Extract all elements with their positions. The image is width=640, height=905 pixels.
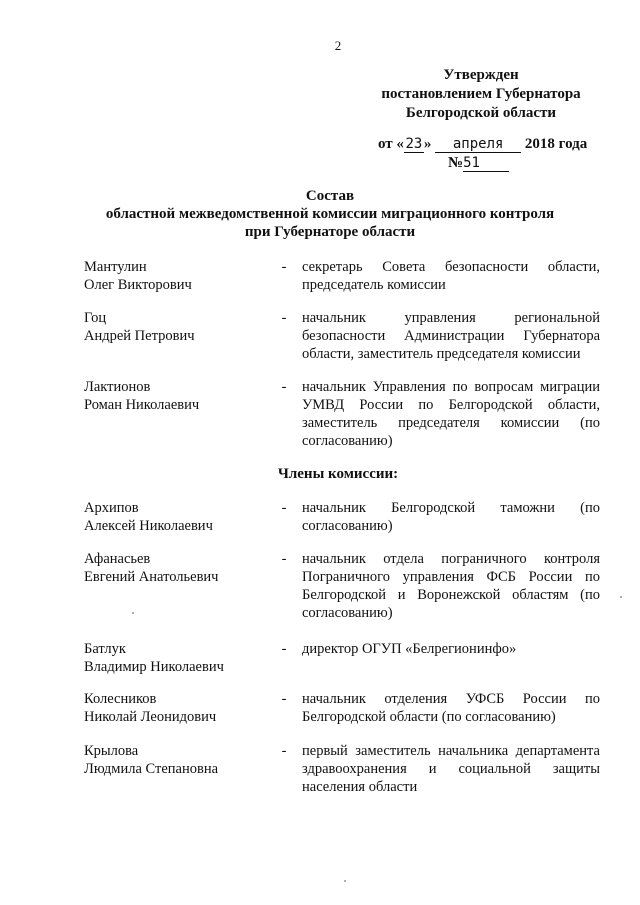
separator-dash: -	[281, 743, 287, 759]
member-role: начальник управления региональной безопасности Администрации Губернатора области, заместитель председателя комиссии	[302, 310, 600, 362]
number-value: 51	[463, 156, 509, 172]
member-role: начальник Белгородской таможни (по согласованию)	[302, 500, 600, 534]
member-role: секретарь Совета безопасности области, председатель комиссии	[302, 259, 600, 293]
member-name	[84, 640, 274, 676]
member-given-names: Людмила Степановна	[84, 761, 219, 777]
member-name	[84, 378, 274, 414]
member-given-names: Евгений Анатольевич	[84, 569, 219, 585]
separator-dash: -	[281, 379, 287, 395]
number-sign: №	[448, 155, 464, 171]
scan-speck	[344, 880, 346, 882]
title-line-3: при Губернаторе области	[244, 224, 416, 240]
separator-dash: -	[281, 551, 287, 567]
approval-stamp	[366, 66, 596, 123]
member-name	[84, 742, 274, 778]
member-given-names: Роман Николаевич	[84, 397, 200, 413]
date-prefix: от «	[378, 136, 404, 152]
title-line-2: областной межведомственной комиссии миграционного контроля	[105, 206, 555, 222]
date-month: апреля	[435, 137, 521, 153]
decree-date	[378, 136, 598, 153]
member-surname: Гоц	[84, 310, 107, 326]
decree-number	[448, 155, 509, 172]
member-role: директор ОГУП «Белрегионинфо»	[302, 641, 517, 657]
title-line-1: Состав	[305, 188, 355, 204]
separator-dash: -	[281, 310, 287, 326]
member-surname: Батлук	[84, 641, 126, 657]
separator-dash: -	[281, 691, 287, 707]
member-given-names: Алексей Николаевич	[84, 518, 213, 534]
member-name	[84, 499, 274, 535]
separator-dash: -	[281, 641, 287, 657]
scan-speck	[620, 596, 622, 598]
member-role: начальник Управления по вопросам миграции УМВД России по Белгородской области, заместитель председателя комиссии (по согласованию)	[302, 379, 600, 449]
separator-dash: -	[281, 500, 287, 516]
member-name	[84, 550, 274, 586]
approval-line-3: Белгородской области	[405, 105, 557, 121]
date-year: 2018 года	[524, 136, 588, 152]
member-surname: Мантулин	[84, 259, 147, 275]
member-given-names: Олег Викторович	[84, 277, 192, 293]
scan-speck	[132, 612, 134, 614]
member-name	[84, 309, 274, 345]
member-role: начальник отделения УФСБ России по Белгородской области (по согласованию)	[302, 691, 600, 725]
member-name	[84, 690, 274, 726]
approval-line-1: Утвержден	[443, 67, 519, 83]
member-surname: Афанасьев	[84, 551, 151, 567]
members-heading: Члены комиссии:	[277, 466, 399, 482]
member-surname: Лактионов	[84, 379, 151, 395]
date-mid: »	[423, 136, 432, 152]
member-surname: Крылова	[84, 743, 139, 759]
member-name	[84, 258, 274, 294]
member-surname: Архипов	[84, 500, 139, 516]
member-given-names: Николай Леонидович	[84, 709, 217, 725]
member-role: начальник отдела пограничного контроля Пограничного управления ФСБ России по Белгородской и Воронежской областям (по согласованию)	[302, 551, 600, 621]
member-given-names: Андрей Петрович	[84, 328, 195, 344]
member-role: первый заместитель начальника департамента здравоохранения и социальной защиты населения области	[302, 743, 600, 795]
member-given-names: Владимир Николаевич	[84, 659, 224, 675]
separator-dash: -	[281, 259, 287, 275]
member-surname: Колесников	[84, 691, 157, 707]
document-title	[0, 187, 640, 241]
approval-line-2: постановлением Губернатора	[381, 86, 581, 102]
date-day: 23	[405, 136, 423, 152]
page-number: 2	[334, 38, 342, 53]
